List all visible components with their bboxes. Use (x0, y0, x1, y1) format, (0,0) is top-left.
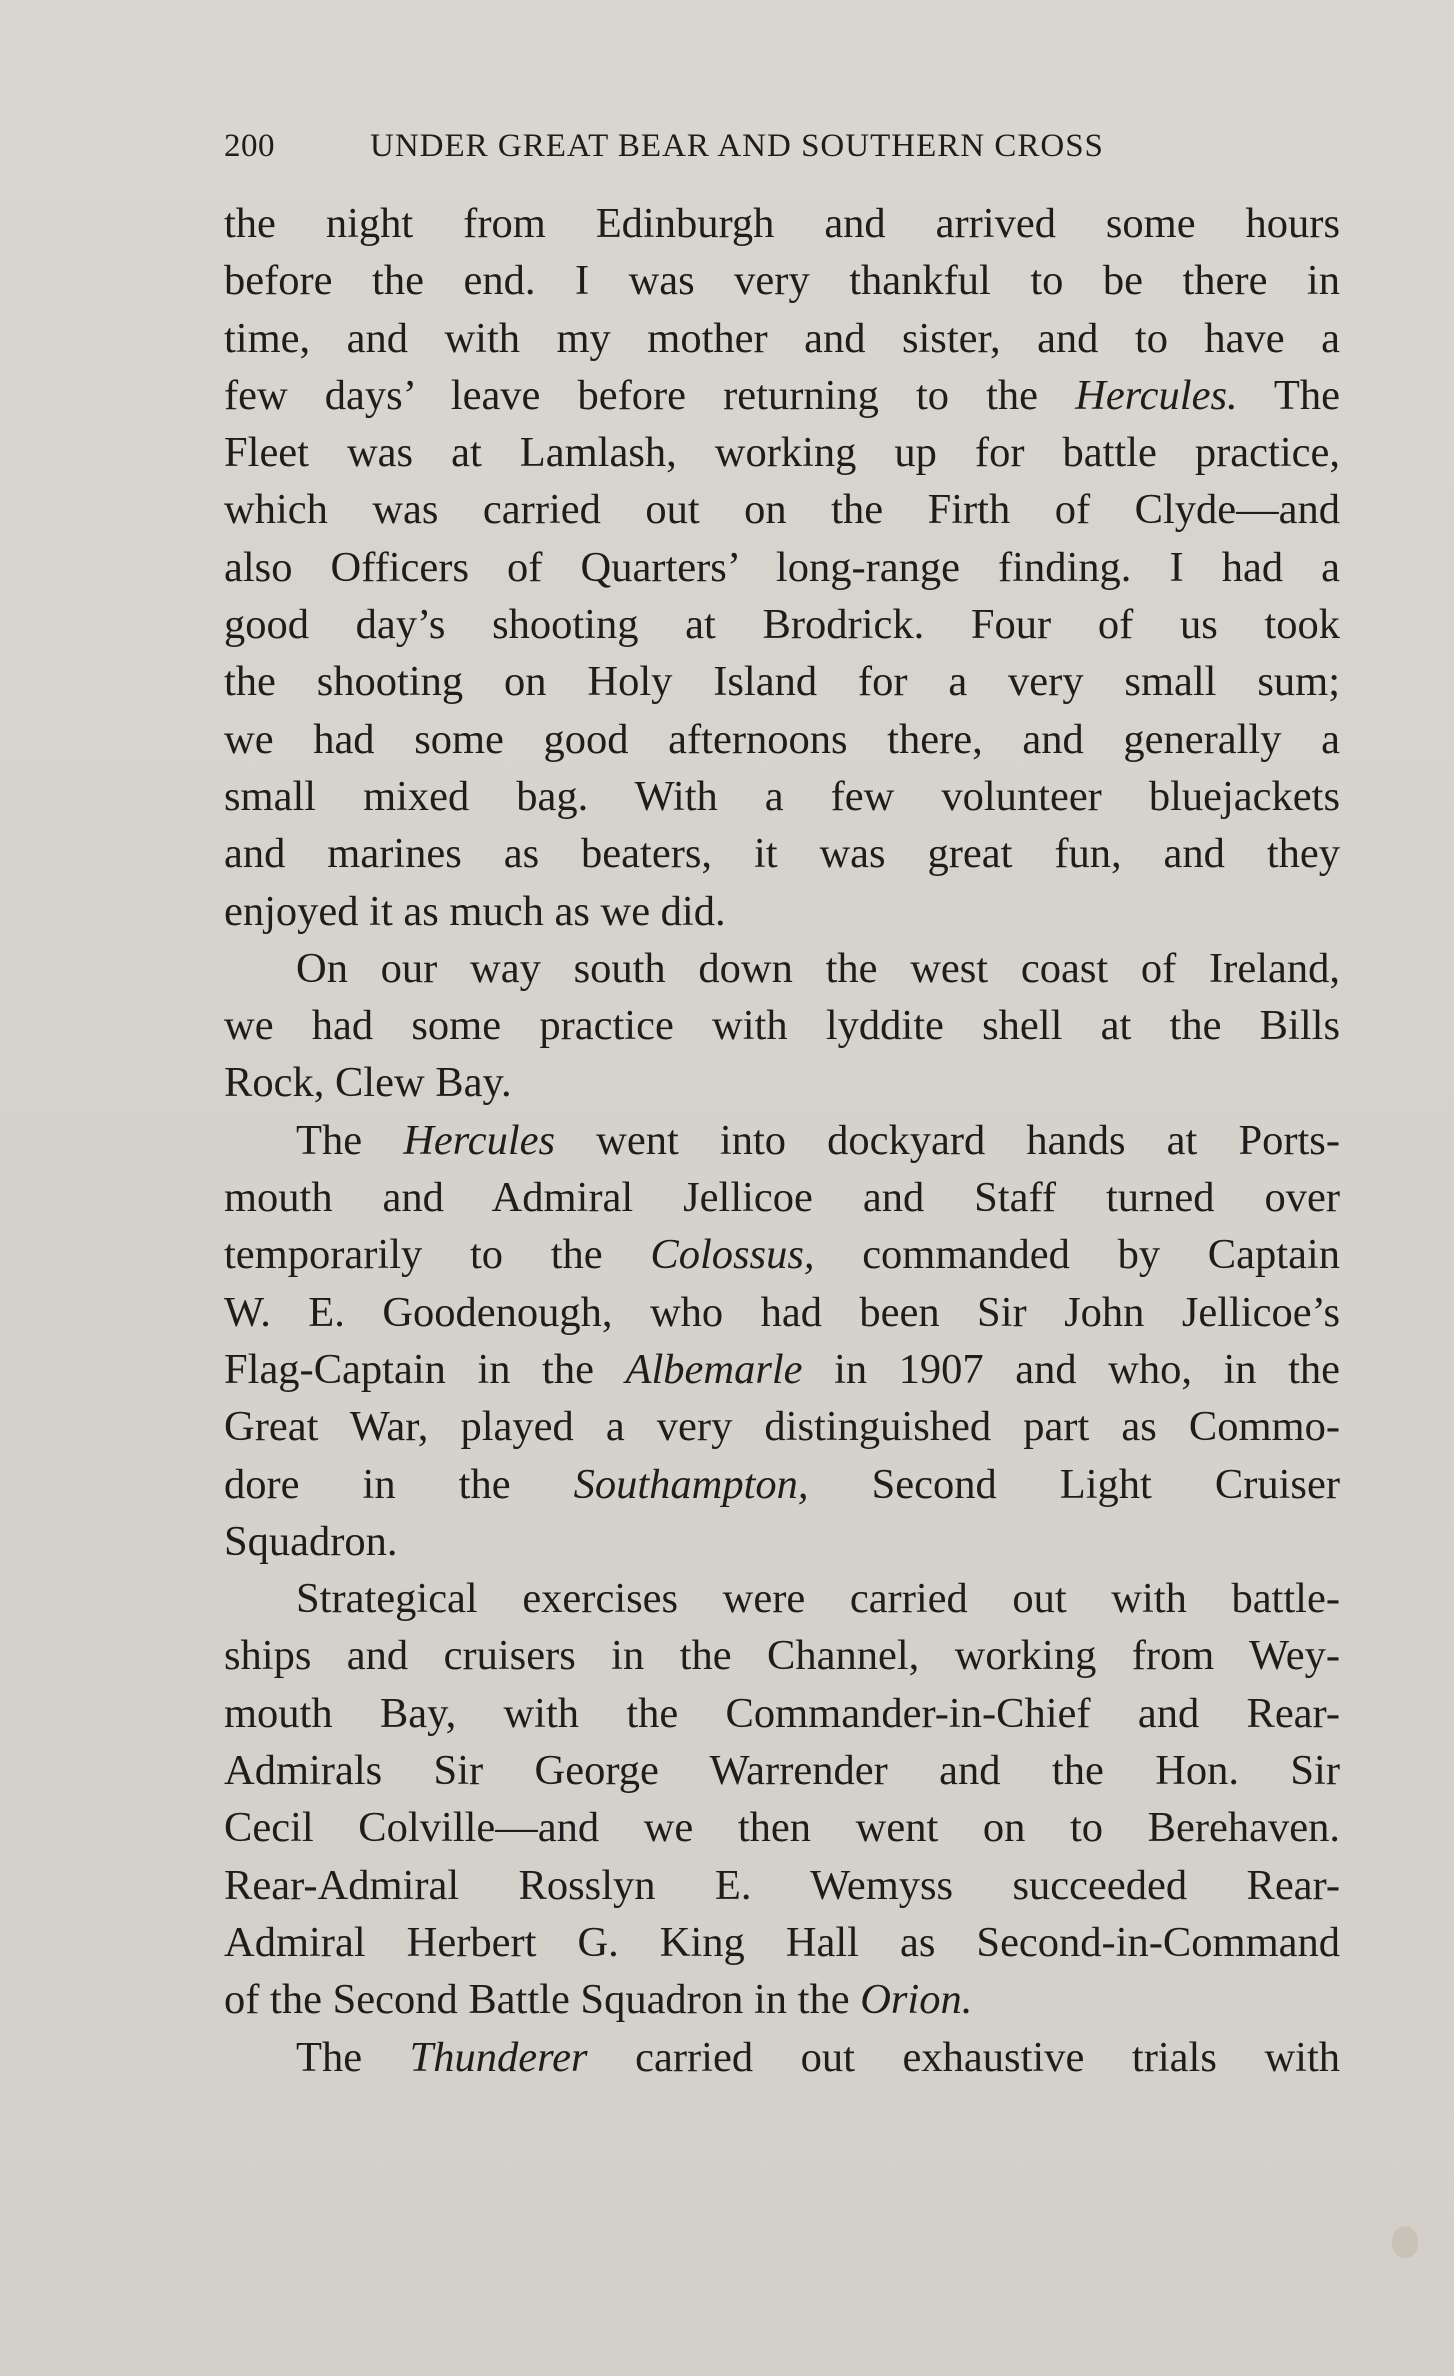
text-line: Rock, Clew Bay. (224, 1059, 512, 1107)
text-line: before the end. I was very thankful to be there in (224, 257, 1340, 305)
text-line: ships and cruisers in the Channel, working from Wey- (224, 1632, 1340, 1680)
text-line: Rear-Admiral Rosslyn E. Wemyss succeeded Rear- (224, 1861, 1340, 1909)
text-line: dore in the Southampton, Second Light Cruiser (224, 1460, 1340, 1508)
text-line: the shooting on Holy Island for a very small sum; (224, 658, 1340, 706)
running-head (224, 128, 1340, 168)
text-line: Strategical exercises were carried out with battle- (296, 1575, 1340, 1623)
text-line: also Officers of Quarters’ long-range finding. I had a (224, 543, 1340, 591)
text-line: Fleet was at Lamlash, working up for battle practice, (224, 429, 1340, 477)
running-title: UNDER GREAT BEAR AND SOUTHERN CROSS (370, 128, 1104, 164)
text-line: we had some practice with lyddite shell at the Bills (224, 1002, 1340, 1050)
text-line: The Hercules went into dockyard hands at Ports- (296, 1116, 1340, 1164)
text-line: Squadron. (224, 1517, 398, 1565)
text-line: temporarily to the Colossus, commanded by Captain (224, 1231, 1340, 1279)
text-line: Cecil Colville—and we then went on to Berehaven. (224, 1804, 1340, 1852)
body-text (224, 195, 1340, 2086)
text-line: which was carried out on the Firth of Clyde—and (224, 486, 1340, 534)
paper-blemish (1392, 2226, 1418, 2258)
text-line: Great War, played a very distinguished part as Commo- (224, 1403, 1340, 1451)
text-line: the night from Edinburgh and arrived some hours (224, 200, 1340, 247)
text-line: good day’s shooting at Brodrick. Four of us took (224, 601, 1340, 649)
page-number: 200 (224, 128, 275, 164)
text-line: of the Second Battle Squadron in the Orion. (224, 1976, 973, 2024)
text-line: small mixed bag. With a few volunteer bluejackets (224, 772, 1340, 820)
text-line: Admirals Sir George Warrender and the Hon. Sir (224, 1747, 1340, 1795)
text-line: W. E. Goodenough, who had been Sir John Jellicoe’s (224, 1288, 1340, 1336)
text-line: and marines as beaters, it was great fun, and they (224, 830, 1340, 878)
text-line: enjoyed it as much as we did. (224, 887, 726, 935)
text-line: mouth Bay, with the Commander-in-Chief and Rear- (224, 1689, 1340, 1737)
text-line: The Thunderer carried out exhaustive trials with (296, 2033, 1341, 2081)
text-line: mouth and Admiral Jellicoe and Staff turned over (224, 1174, 1340, 1222)
text-line: we had some good afternoons there, and generally a (224, 715, 1340, 763)
text-line: few days’ leave before returning to the Hercules. The (224, 371, 1340, 419)
text-line: On our way south down the west coast of Ireland, (296, 944, 1340, 992)
text-line: Flag-Captain in the Albemarle in 1907 and who, in the (224, 1345, 1340, 1393)
text-line: time, and with my mother and sister, and to have a (224, 314, 1340, 362)
text-line: Admiral Herbert G. King Hall as Second-in-Command (224, 1918, 1340, 1966)
